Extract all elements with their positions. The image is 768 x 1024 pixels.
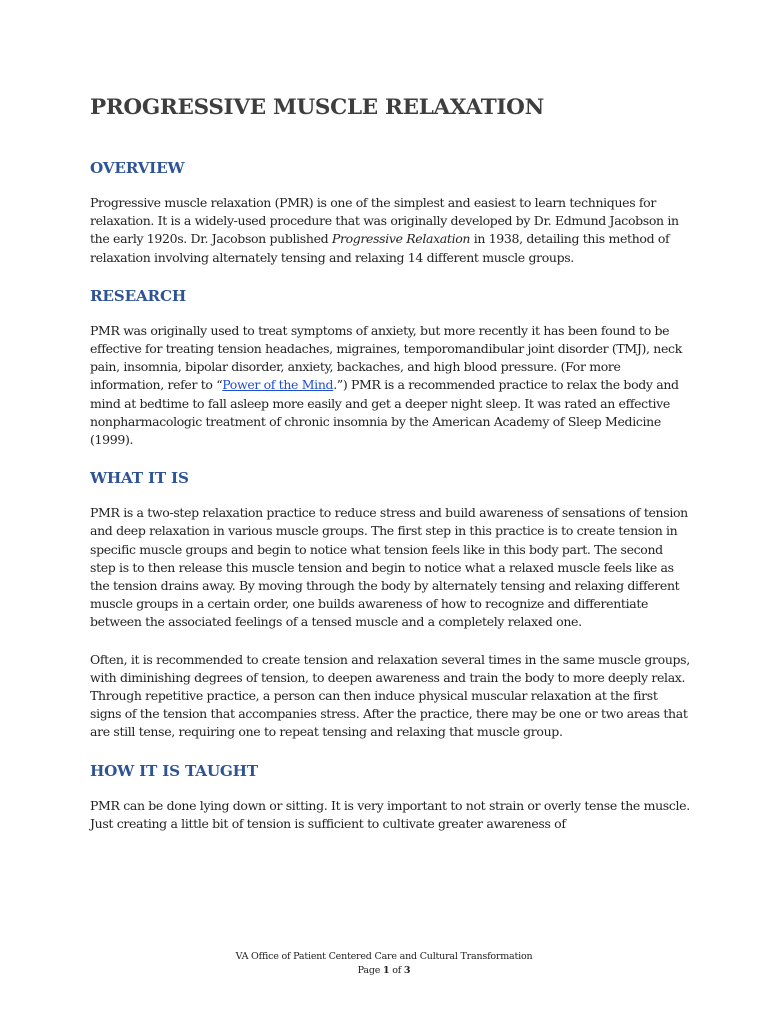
what-it-is-paragraph-1: PMR is a two-step relaxation practice to reduce stress and build awareness of sensations of tension and deep relaxation in various muscle groups. The first step in this practice is to create tension in specific muscle groups and begin to notice what tension feels like in this body part. The second step is to then release this muscle tension and begin to notice what a relaxed muscle feels like as the tension drains away. By moving through the body by alternately tensing and relaxing different muscle groups in a certain order, one builds awareness of how to recognize and differentiate between the associated feelings of a tensed muscle and a completely relaxed one. bbox=[90, 505, 688, 630]
footer-page-total: 3 bbox=[403, 965, 411, 976]
research-text-b: .”) PMR is a recommended practice to relax the body and mind at bedtime to fall asleep more easily and get a deeper night sleep. It was rated an effective nonpharmacologic treatment of chronic insomnia by the American Academy of Sleep Medicine (1999). bbox=[90, 377, 679, 448]
what-it-is-paragraph-2: Often, it is recommended to create tension and relaxation several times in the same muscle groups, with diminishing degrees of tension, to deepen awareness and train the body to more deeply relax. Through repetitive practice, a person can then induce physical muscular relaxation at the first signs of the tension that accompanies stress. After the practice, there may be one or two areas that are still tense, requiring one to repeat tensing and relaxing that muscle group. bbox=[90, 651, 690, 740]
footer-page-number bbox=[0, 964, 768, 978]
document-body bbox=[90, 88, 690, 852]
footer-page-of: of bbox=[389, 965, 404, 976]
heading-how-it-is-taught: HOW IT IS TAUGHT bbox=[90, 761, 258, 780]
footer-page-word: Page bbox=[357, 965, 384, 976]
heading-research: RESEARCH bbox=[90, 286, 186, 305]
page-footer bbox=[0, 950, 768, 978]
power-of-the-mind-link[interactable]: Power of the Mind bbox=[222, 377, 334, 393]
section-how-it-is-taught bbox=[90, 761, 690, 833]
page-title: PROGRESSIVE MUSCLE RELAXATION bbox=[90, 95, 544, 120]
overview-paragraph bbox=[90, 194, 690, 267]
overview-text-a: Progressive muscle relaxation (PMR) is one of the simplest and easiest to learn techniques for relaxation. It is a widely-used procedure that was originally developed by Dr. Edmund Jacobson in the early 1920s. Dr. Jacobson published bbox=[90, 195, 679, 247]
overview-text-b: in 1938, detailing this method of relaxation involving alternately tensing and relaxing 14 different muscle groups. bbox=[90, 231, 670, 265]
heading-overview: OVERVIEW bbox=[90, 159, 185, 177]
section-research bbox=[90, 286, 690, 449]
research-text-a: PMR was originally used to treat symptoms of anxiety, but more recently it has been found to be effective for treating tension headaches, migraines, temporomandibular joint disorder (TMJ), neck pain, insomnia, bipolar disorder, anxiety, backaches, and high blood pressure. (For more information, refer to “ bbox=[90, 322, 682, 393]
section-what-it-is bbox=[90, 468, 690, 741]
section-overview bbox=[90, 158, 690, 267]
footer-office: VA Office of Patient Centered Care and Cultural Transformation bbox=[235, 951, 533, 962]
book-title-italic: Progressive Relaxation bbox=[331, 231, 471, 247]
research-paragraph bbox=[90, 322, 690, 449]
footer-page-current: 1 bbox=[383, 965, 390, 976]
heading-what-it-is: WHAT IT IS bbox=[90, 469, 189, 488]
how-it-is-taught-paragraph: PMR can be done lying down or sitting. It is very important to not strain or overly tense the muscle. Just creating a little bit of tension is sufficient to cultivate greater awareness of bbox=[90, 797, 690, 831]
